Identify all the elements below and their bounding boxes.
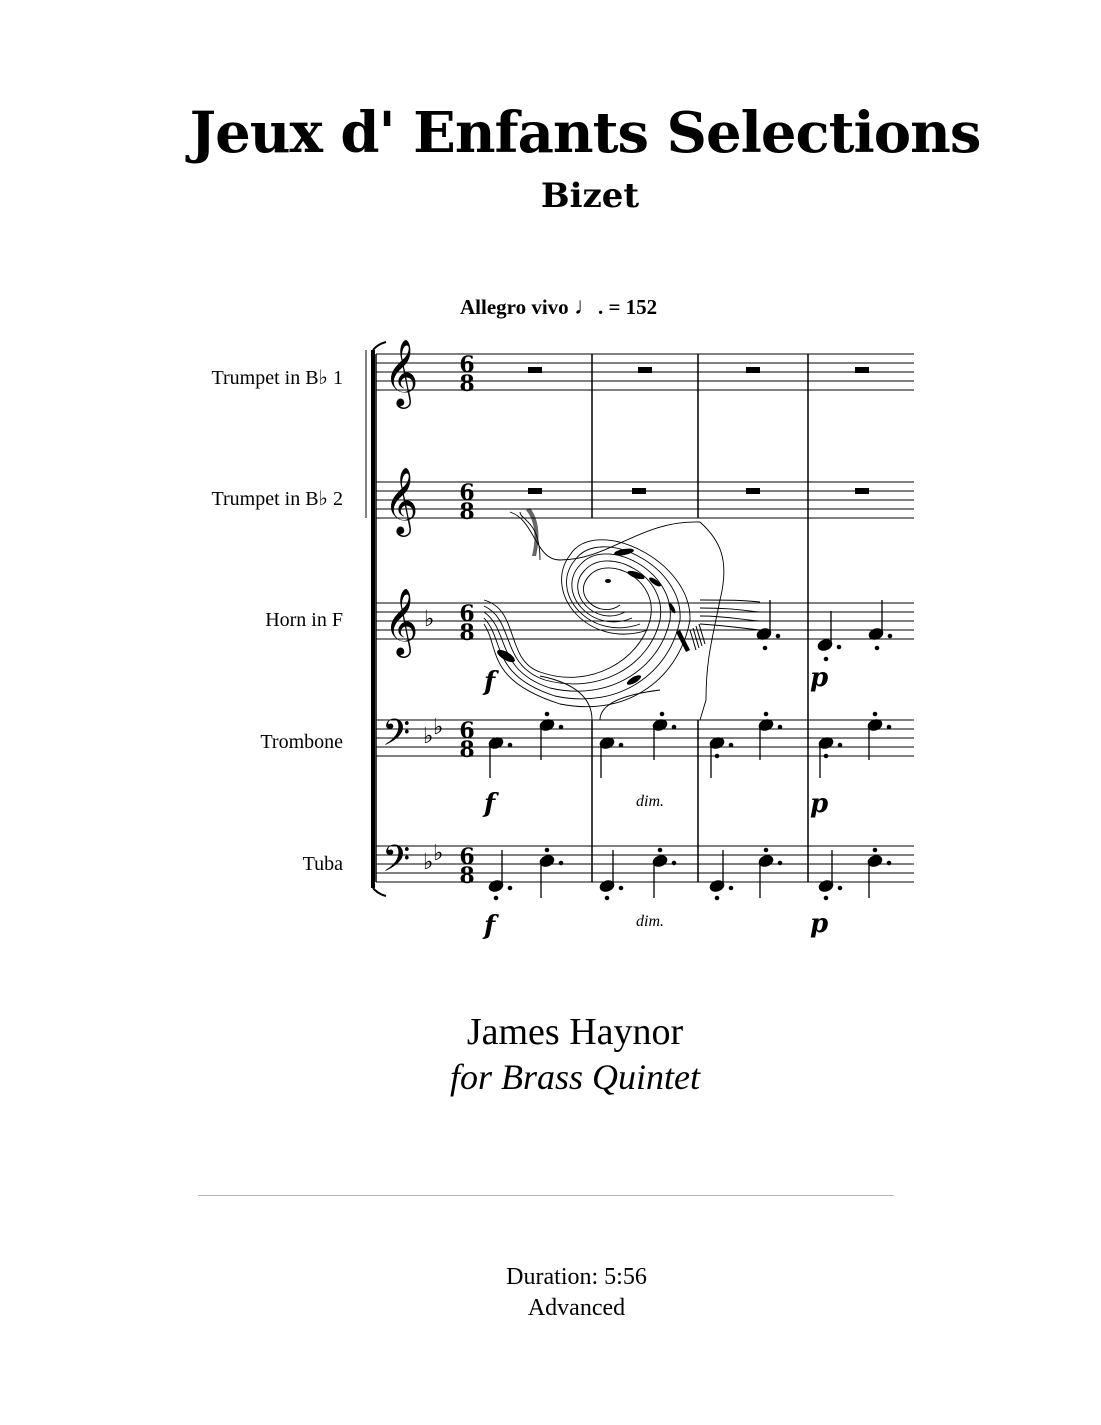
treble-clef-icon: 𝄞 bbox=[384, 466, 419, 534]
instrument-label-trombone: Trombone bbox=[260, 731, 343, 753]
dotted-quarter-note-icon: ♩ bbox=[573, 294, 598, 320]
flat-icon: ♭ bbox=[433, 715, 444, 740]
time-sig-top: 6 bbox=[459, 480, 475, 506]
whole-rest-icon bbox=[855, 488, 869, 494]
dynamic-piano: p bbox=[810, 789, 829, 819]
time-sig-bottom: 8 bbox=[459, 499, 475, 525]
instrument-label-trumpet-2: Trumpet in B♭ 2 bbox=[211, 488, 343, 510]
staff-tuba bbox=[376, 846, 914, 882]
whole-rest-icon bbox=[638, 367, 652, 373]
treble-clef-icon: 𝄞 bbox=[384, 338, 419, 406]
swirl-distortion bbox=[484, 512, 760, 720]
treble-clef-icon: 𝄞 bbox=[384, 587, 419, 655]
bass-clef-icon: 𝄢 bbox=[382, 712, 411, 763]
flat-icon: ♭ bbox=[423, 850, 434, 875]
time-sig-bottom: 8 bbox=[459, 863, 475, 889]
dynamic-piano: p bbox=[810, 663, 829, 693]
whole-rest-icon bbox=[746, 488, 760, 494]
whole-rest-icon bbox=[855, 367, 869, 373]
flat-icon: ♭ bbox=[423, 724, 434, 749]
swirl-fragments bbox=[495, 508, 690, 687]
page-title: Jeux d' Enfants Selections bbox=[189, 100, 981, 166]
whole-rest-icon bbox=[632, 488, 646, 494]
dynamic-forte: f bbox=[484, 911, 496, 941]
dynamic-forte: f bbox=[484, 667, 496, 697]
time-sig-top: 6 bbox=[459, 718, 475, 744]
difficulty-level: Advanced bbox=[527, 1295, 626, 1321]
instrument-label-horn: Horn in F bbox=[265, 609, 343, 631]
time-sig-bottom: 8 bbox=[459, 620, 475, 646]
tempo-text: Allegro vivo bbox=[460, 295, 569, 319]
time-sig-top: 6 bbox=[459, 352, 475, 378]
tempo-value: . = 152 bbox=[597, 295, 658, 319]
dynamic-dim: dim. bbox=[636, 793, 664, 810]
dynamic-piano: p bbox=[810, 909, 829, 939]
flat-icon: ♭ bbox=[424, 607, 435, 632]
time-sig-bottom: 8 bbox=[459, 371, 475, 397]
divider bbox=[198, 1195, 894, 1196]
composer-original: Bizet bbox=[540, 176, 640, 216]
time-sig-top: 6 bbox=[459, 601, 475, 627]
instrument-label-trumpet-1: Trumpet in B♭ 1 bbox=[211, 367, 343, 389]
trombone-notes bbox=[488, 712, 891, 778]
duration-text: Duration: 5:56 bbox=[506, 1264, 647, 1290]
dynamic-forte: f bbox=[484, 789, 496, 819]
bass-clef-icon: 𝄢 bbox=[382, 838, 411, 889]
arranger-name: James Haynor bbox=[466, 1011, 684, 1053]
whole-rest-icon bbox=[528, 488, 542, 494]
whole-rest-icon bbox=[528, 367, 542, 373]
dynamic-dim: dim. bbox=[636, 913, 664, 930]
time-sig-bottom: 8 bbox=[459, 737, 475, 763]
staff-trombone bbox=[376, 720, 914, 756]
time-sig-top: 6 bbox=[459, 844, 475, 870]
whole-rest-icon bbox=[746, 367, 760, 373]
ensemble-label: for Brass Quintet bbox=[449, 1057, 700, 1097]
instrument-label-tuba: Tuba bbox=[302, 853, 343, 875]
swirl-hatching bbox=[690, 624, 705, 650]
tuba-notes bbox=[488, 848, 891, 900]
flat-icon: ♭ bbox=[433, 841, 444, 866]
barlines bbox=[376, 354, 808, 882]
staff-trumpet-2 bbox=[376, 482, 914, 518]
